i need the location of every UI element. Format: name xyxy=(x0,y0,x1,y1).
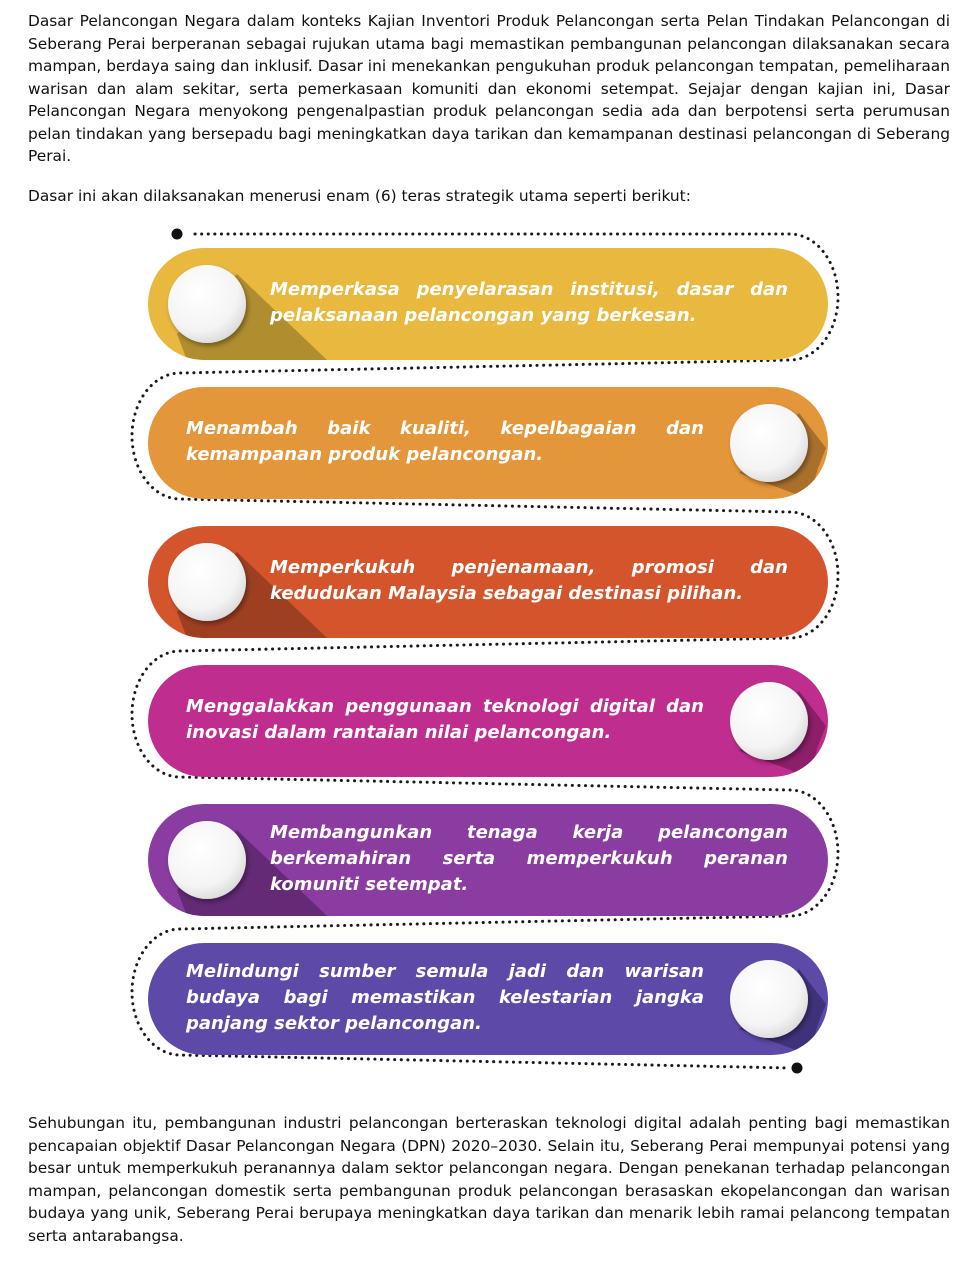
thrust-circle-badge xyxy=(168,543,246,621)
intro-paragraph: Dasar Pelancongan Negara dalam konteks Kajian Inventori Produk Pelancongan serta Pelan Tindakan Pelancongan di Seberang Perai berperanan sebagai rujukan utama bagi memastikan pembangunan pelancongan dilaksanakan secara mampan, berdaya saing dan inklusif. Dasar ini menekankan pengukuhan produk pelancongan tempatan, pemeliharaan warisan dan alam sekitar, serta pemerkasaan komuniti dan ekonomi setempat. Sejajar dengan kajian ini, Dasar Pelancongan Negara menyokong pengenalpastian produk pelancongan sedia ada dan berpotensi serta perumusan pelan tindakan yang bersepadu bagi meningkatkan daya tarikan dan kemampanan destinasi pelancongan di Seberang Perai. xyxy=(28,12,950,165)
thrust-circle-badge xyxy=(730,682,808,760)
thrust-text-5: Membangunkan tenaga kerja pelancongan berkemahiran serta memperkukuh peranan komuniti setempat. xyxy=(270,822,788,895)
thrust-circle-badge xyxy=(168,821,246,899)
start-dot xyxy=(172,229,183,240)
thrust-text-1: Memperkasa penyelarasan institusi, dasar dan pelaksanaan pelancongan yang berkesan. xyxy=(270,279,788,326)
end-dot xyxy=(792,1063,803,1074)
thrust-circle-badge xyxy=(730,960,808,1038)
thrust-circle-badge xyxy=(168,265,246,343)
strategic-thrusts-infographic xyxy=(0,220,972,1080)
thrust-text-4: Menggalakkan penggunaan teknologi digital dan inovasi dalam rantaian nilai pelancongan. xyxy=(186,696,704,743)
closing-paragraph: Sehubungan itu, pembangunan industri pelancongan berteraskan teknologi digital adalah penting bagi memastikan pencapaian objektif Dasar Pelancongan Negara (DPN) 2020–2030. Selain itu, Seberang Perai mempunyai potensi yang besar untuk memperkukuh peranannya dalam sektor pelancongan negara. Dengan penekanan terhadap pelancongan mampan, pelancongan domestik serta pembangunan produk pelancongan berasaskan ekopelancongan dan warisan budaya yang unik, Seberang Perai berupaya meningkatkan daya tarikan dan menarik lebih ramai pelancong tempatan serta antarabangsa. xyxy=(28,1114,950,1245)
thrust-circle-badge xyxy=(730,404,808,482)
thrust-text-6: Melindungi sumber semula jadi dan warisan budaya bagi memastikan kelestarian jangka panjang sektor pelancongan. xyxy=(186,961,704,1034)
thrust-text-2: Menambah baik kualiti, kepelbagaian dan kemampanan produk pelancongan. xyxy=(186,418,704,465)
thrusts-intro-line: Dasar ini akan dilaksanakan menerusi enam (6) teras strategik utama seperti berikut: xyxy=(28,187,691,205)
thrust-text-3: Memperkukuh penjenamaan, promosi dan kedudukan Malaysia sebagai destinasi pilihan. xyxy=(270,557,788,604)
